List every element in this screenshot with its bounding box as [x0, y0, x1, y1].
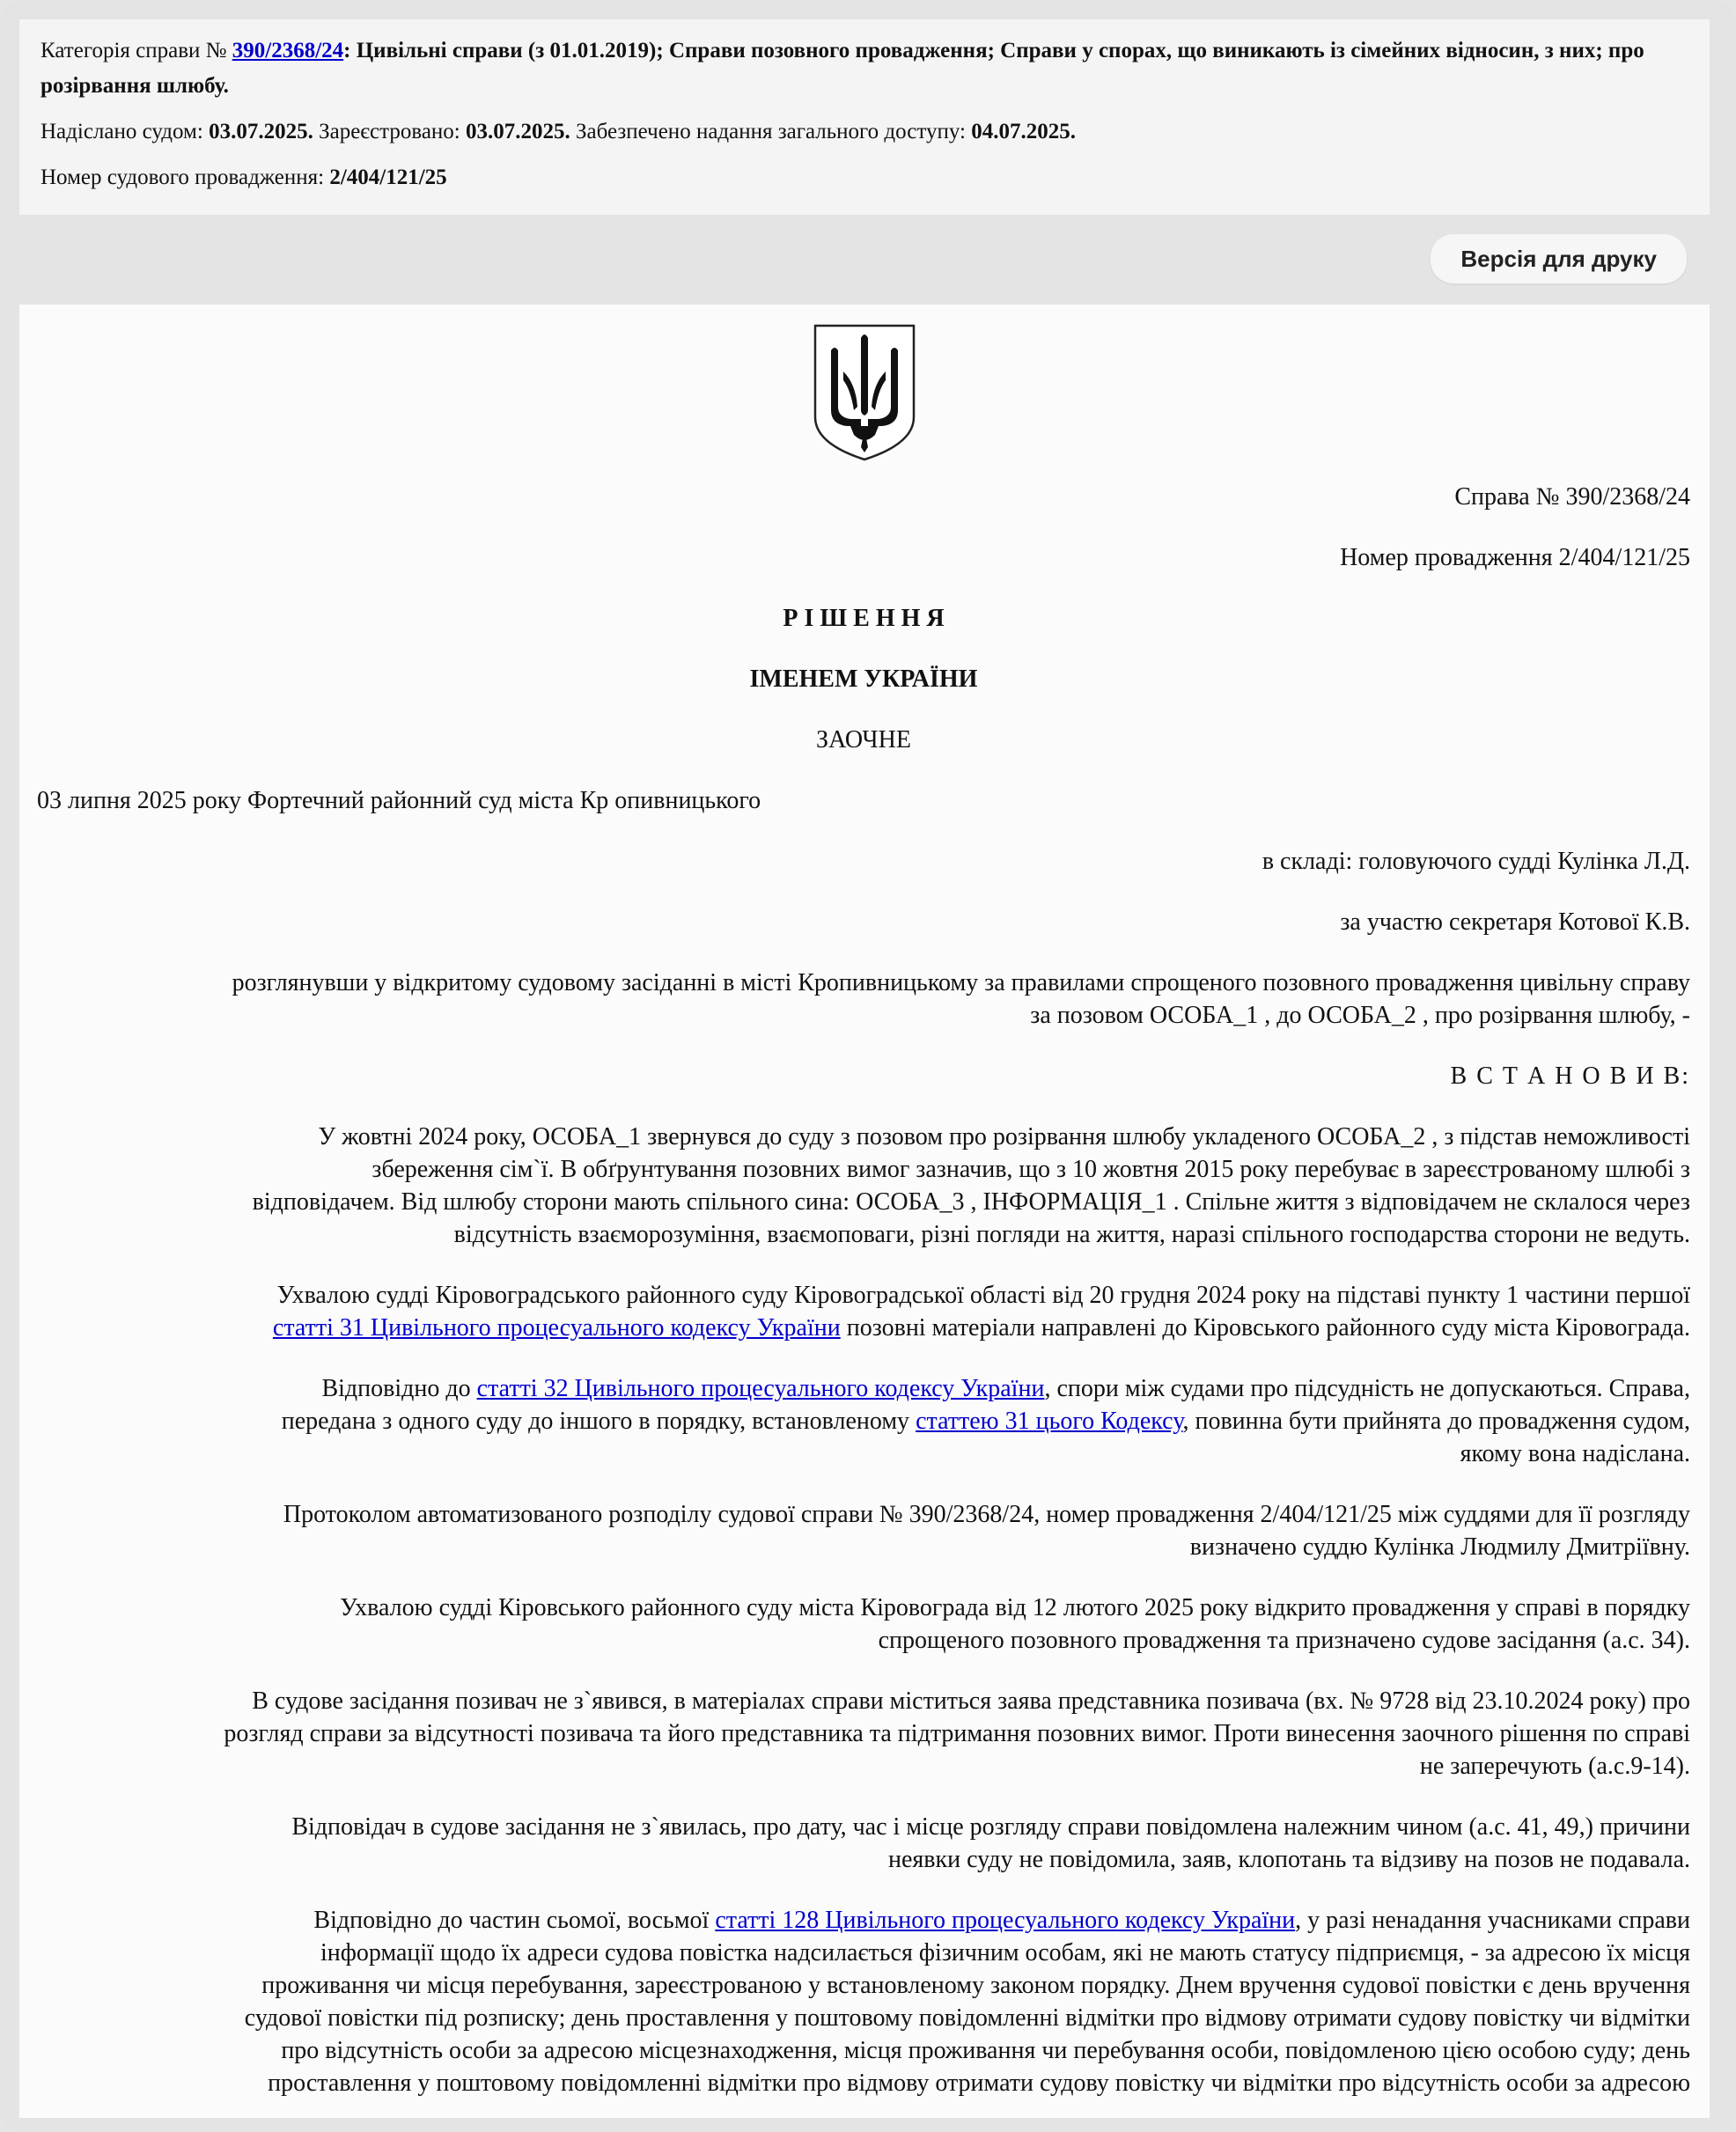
paragraph-defendant-absence: Відповідач в судове засідання не з`явилась, про дату, час і місце розгляду справи повідомлена належним чином (а.с. 41, 49,) причини неявки суду не повідомила, заяв, клопотань та відзиву на позов не подавала. [291, 1813, 1690, 1873]
decision-type: ЗАОЧНЕ [816, 726, 911, 754]
paragraph-plaintiff-absence: В судове засідання позивач не з`явився, в матеріалах справи міститься заява представника позивача (вх. № 9728 від 23.10.2024 року) про розгляд справи за відсутності позивача та його представника та підтримання позовних вимог. Проти винесення заочного рішення по справі не заперечують (а.с.9-14). [224, 1687, 1690, 1780]
case-number: Справа № 390/2368/24 [1454, 483, 1690, 511]
court-composition: в складі: головуючого судді Кулінка Л.Д. [1262, 848, 1690, 875]
document-body [37, 481, 1690, 2099]
link-article-31-code[interactable]: статтею 31 цього Кодексу [916, 1408, 1183, 1435]
proceeding-number: Номер судового провадження: 2/404/121/25 [40, 165, 447, 189]
considered-paragraph: розглянувши у відкритому судовому засіданні в місті Кропивницькому за правилами спрощеного позовного провадження цивільну справу за позовом ОСОБА_1 , до ОСОБА_2 , про розірвання шлюбу, - [232, 969, 1690, 1029]
case-metadata-panel [19, 19, 1710, 215]
print-version-button[interactable]: Версія для друку [1431, 234, 1687, 283]
court-decision-document [19, 305, 1710, 2118]
link-article-32[interactable]: статті 32 Цивільного процесуального кодексу України [476, 1375, 1045, 1402]
link-article-128[interactable]: статті 128 Цивільного процесуального кодексу України [715, 1907, 1296, 1934]
paragraph-transfer: Ухвалою судді Кіровоградського районного суду Кіровоградської області від 20 грудня 2024 року на підставі пункту 1 частини першої статті 31 Цивільного процесуального кодексу України позовні матеріали направлені до Кіровського районного суду міста Кіровограда. [272, 1282, 1690, 1342]
print-toolbar [19, 215, 1710, 303]
decision-heading: Р І Ш Е Н Н Я [783, 605, 945, 632]
link-article-31[interactable]: статті 31 Цивільного процесуального кодексу України [272, 1314, 841, 1342]
decision-date-line: 03 липня 2025 року Фортечний районний суд міста Кр опивницького [37, 787, 761, 814]
document-proceeding-number: Номер провадження 2/404/121/25 [1340, 544, 1690, 571]
sent-date: 03.07.2025. [209, 120, 313, 143]
trident-emblem-icon [812, 322, 917, 463]
court-secretary: за участю секретаря Котової К.В. [1340, 908, 1690, 936]
case-number-link[interactable]: 390/2368/24 [232, 39, 344, 62]
established-heading: В С Т А Н О В И В: [1450, 1062, 1690, 1090]
decision-subheading: ІМЕНЕМ УКРАЇНИ [749, 665, 978, 693]
case-category-text: : Цивільні справи (з 01.01.2019); Справи позовного провадження; Справи у спорах, що виникають із сімейних відносин, з них; про розірвання шлюбу. [40, 39, 1644, 98]
case-category: Категорія справи № 390/2368/24: Цивільні справи (з 01.01.2019); Справи позовного провадження; Справи у спорах, що виникають із сімейних відносин, з них; про розірвання шлюбу. [40, 39, 1644, 98]
access-date: 04.07.2025. [971, 120, 1076, 143]
paragraph-opening: Ухвалою судді Кіровського районного суду міста Кіровограда від 12 лютого 2025 року відкрито провадження у справі в порядку спрощеного позовного провадження та призначено судове засідання (а.с. 34). [340, 1594, 1690, 1654]
registered-date: 03.07.2025. [466, 120, 570, 143]
paragraph-distribution: Протоколом автоматизованого розподілу судової справи № 390/2368/24, номер провадження 2/404/121/25 між суддями для її розгляду визначено суддю Кулінка Людмилу Дмитріївну. [283, 1501, 1690, 1561]
case-dates: Надіслано судом: 03.07.2025. Зареєстровано: 03.07.2025. Забезпечено надання загального доступу: 04.07.2025. [40, 120, 1076, 143]
paragraph-claim: У жовтні 2024 року, ОСОБА_1 звернувся до суду з позовом про розірвання шлюбу укладеного ОСОБА_2 , з підстав неможливості збереження сім`ї. В обґрунтування позовних вимог зазначив, що з 10 жовтня 2015 року перебуває в зареєстрованому шлюбі з відповідачем. Від шлюбу сторони мають спільного сина: ОСОБА_3 , ІНФОРМАЦІЯ_1 . Спільне життя з відповідачем не склалося через відсутність взаєморозуміння, взаємоповаги, різні погляди на життя, наразі спільного господарства сторони не ведуть. [252, 1123, 1690, 1248]
paragraph-summons: Відповідно до частин сьомої, восьмої статті 128 Цивільного процесуального кодексу України, у разі ненадання учасниками справи інформації щодо їх адреси судова повістка надсилається фізичним особам, які не мають статусу підприємця, - за адресою їх місця проживання чи місця перебування, зареєстрованою у встановленому законом порядку. Днем вручення судової повістки є день вручення судової повістки під розписку; день проставлення у поштовому повідомленні відмітки про відмову отримати судову повістку чи відмітки про відсутність особи за адресою місцезнаходження, місця проживання чи перебування особи, повідомленою цією особою суду; день проставлення у поштовому повідомленні відмітки про відмову отримати судову повістку чи відмітки про відсутність особи за адресою [244, 1907, 1690, 2097]
paragraph-jurisdiction: Відповідно до статті 32 Цивільного процесуального кодексу України, спори між судами про підсудність не допускаються. Справа, передана з одного суду до іншого в порядку, встановленому статтею 31 цього Кодексу, повинна бути прийнята до провадження судом, якому вона надіслана. [281, 1375, 1690, 1467]
